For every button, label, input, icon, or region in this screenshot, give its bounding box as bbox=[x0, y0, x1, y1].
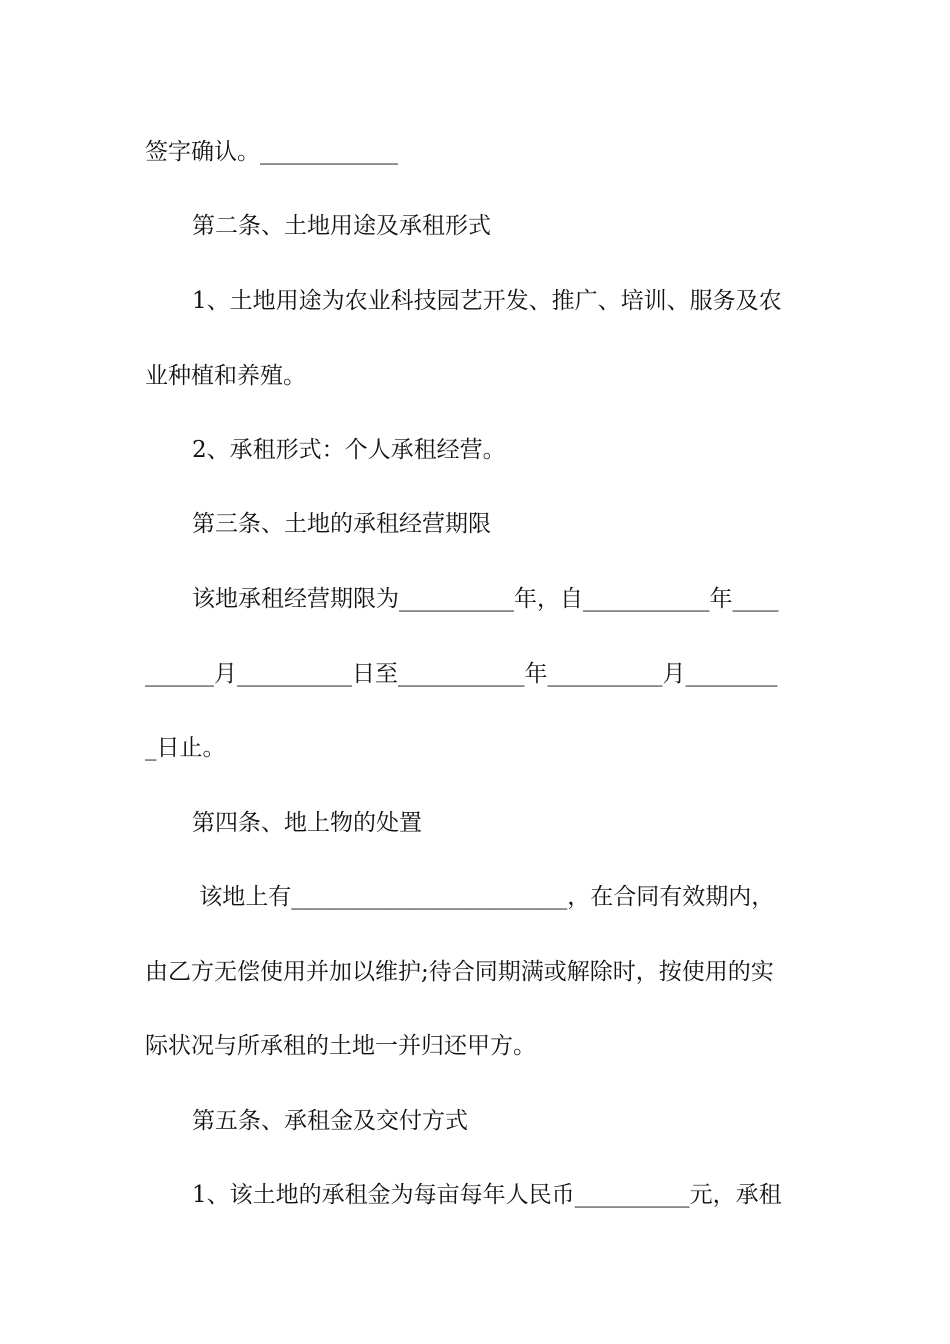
paragraph-line: 业种植和养殖。 bbox=[145, 363, 306, 389]
paragraph-line: 际状况与所承租的土地一并归还甲方。 bbox=[145, 1033, 536, 1059]
article-heading: 第四条、地上物的处置 bbox=[192, 810, 422, 836]
paragraph-line: 签字确认。____________ bbox=[145, 139, 398, 165]
paragraph-line: ______月__________日至___________年__________月________ bbox=[145, 661, 778, 687]
article-heading: 第三条、土地的承租经营期限 bbox=[192, 511, 491, 537]
article-heading: 第五条、承租金及交付方式 bbox=[192, 1108, 468, 1134]
paragraph-line: 2、承租形式：个人承租经营。 bbox=[192, 437, 506, 463]
paragraph-line: 由乙方无偿使用并加以维护;待合同期满或解除时，按使用的实 bbox=[145, 959, 774, 985]
paragraph-line: 该地承租经营期限为__________年，自___________年____ bbox=[192, 586, 779, 612]
paragraph-line: _日止。 bbox=[145, 735, 226, 761]
paragraph-line: 1、土地用途为农业科技园艺开发、推广、培训、服务及农 bbox=[192, 288, 782, 314]
article-heading: 第二条、土地用途及承租形式 bbox=[192, 213, 491, 239]
paragraph-line: 该地上有________________________，在合同有效期内， bbox=[192, 884, 775, 910]
paragraph-line: 1、该土地的承租金为每亩每年人民币__________元，承租 bbox=[192, 1182, 782, 1208]
